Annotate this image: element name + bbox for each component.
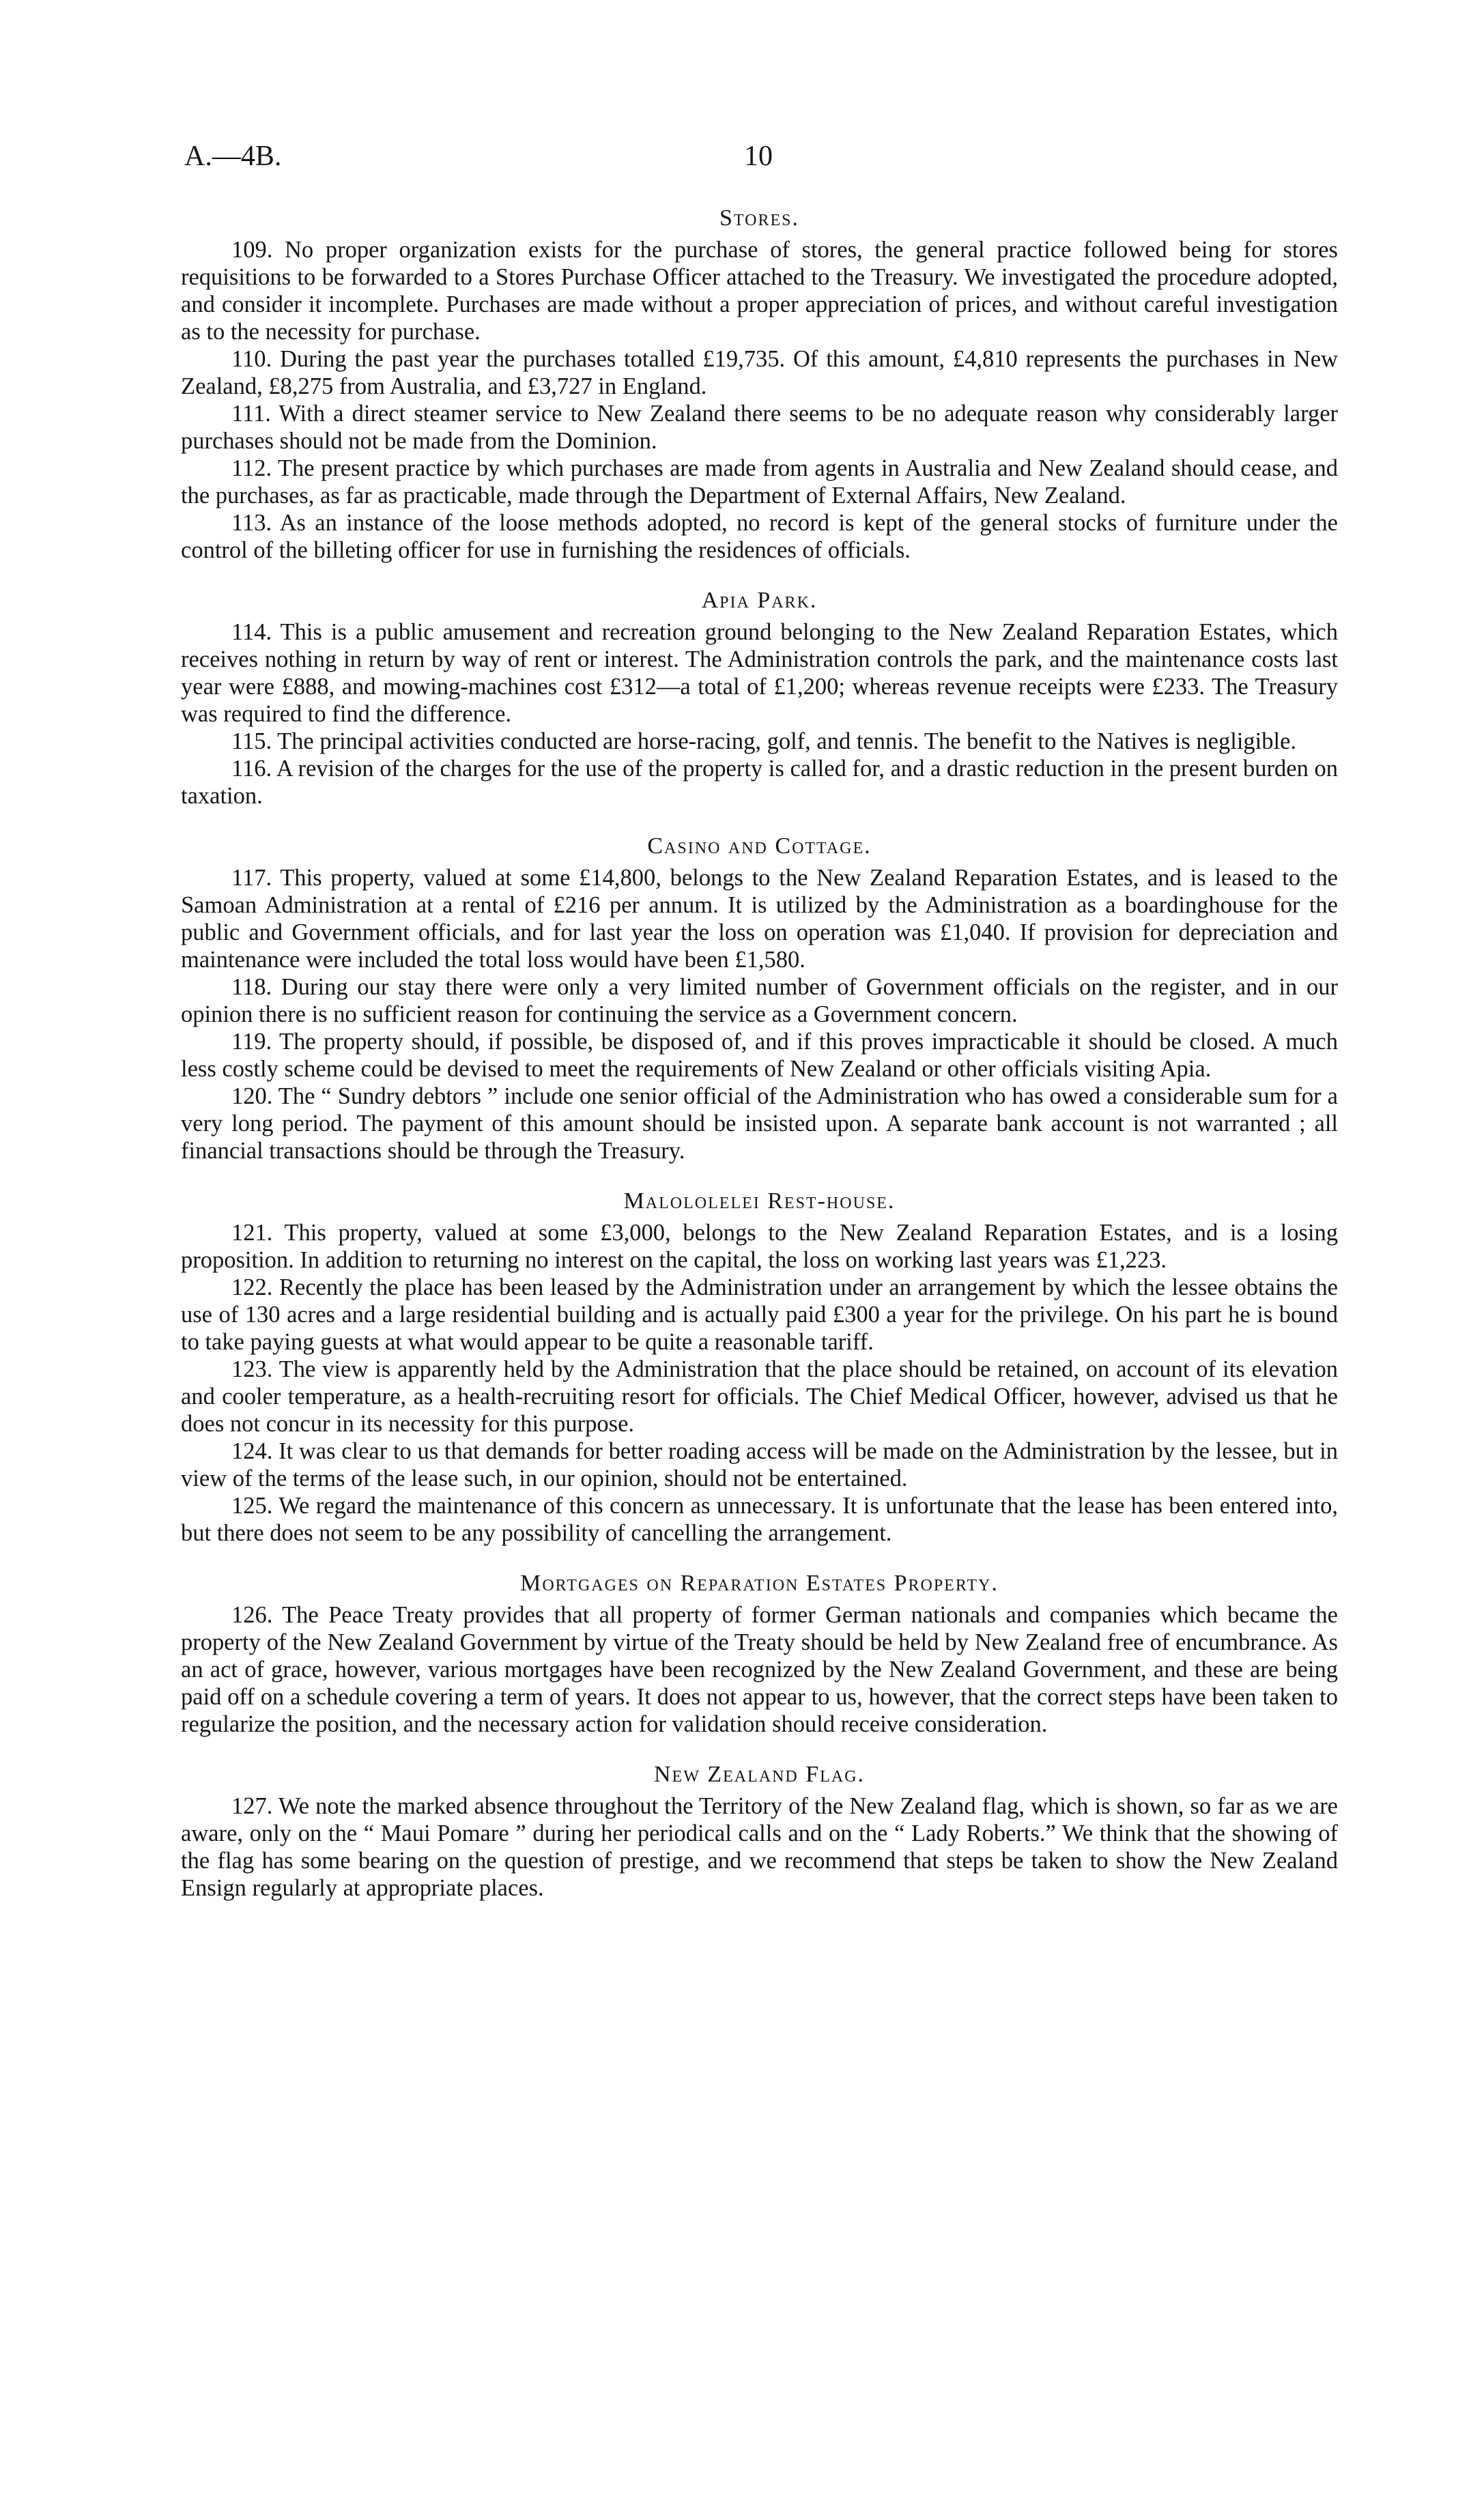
paragraph-121: 121. This property, valued at some £3,000, belongs to the New Zealand Reparation Estates, and is a losing proposition. In addition to returning no interest on the capital, the loss on working last years was £1,223. <box>181 1220 1338 1273</box>
section-title: Malololelei Rest-house. <box>623 1188 896 1214</box>
paragraph-112: 112. The present practice by which purchases are made from agents in Australia and New Zealand should cease, and the purchases, as far as practicable, made through the Department of External Affairs, New Zealand. <box>181 455 1338 509</box>
section-title: Mortgages on Reparation Estates Property. <box>520 1571 999 1596</box>
paragraph-116: 116. A revision of the charges for the use of the property is called for, and a drastic reduction in the present burden on taxation. <box>181 756 1338 809</box>
section-casino-and-cottage <box>181 833 1338 1164</box>
paragraph-119: 119. The property should, if possible, be disposed of, and if this proves impracticable it should be closed. A much less costly scheme could be devised to meet the requirements of New Zealand or other officials visiting Apia. <box>181 1029 1338 1082</box>
section-title: New Zealand Flag. <box>653 1762 866 1787</box>
paragraph-109: 109. No proper organization exists for the purchase of stores, the general practice followed being for stores requisitions to be forwarded to a Stores Purchase Officer attached to the Treasury. We investigated the procedure adopted, and consider it incomplete. Purchases are made without a proper appreciation of prices, and without careful investigation as to the necessity for purchase. <box>181 237 1338 345</box>
section-new-zealand-flag <box>181 1761 1338 1902</box>
section-title: Casino and Cottage. <box>647 833 872 859</box>
paragraph-120: 120. The “ Sundry debtors ” include one senior official of the Administration who has owed a considerable sum for a very long period. The payment of this amount should be insisted upon. A separate bank account is not warranted ; all financial transactions should be through the Treasury. <box>181 1083 1338 1164</box>
paragraph-114: 114. This is a public amusement and recreation ground belonging to the New Zealand Reparation Estates, which receives nothing in return by way of rent or interest. The Administration controls the park, and the maintenance costs last year were £888, and mowing-machines cost £312—a total of £1,200; whereas revenue receipts were £233. The Treasury was required to find the difference. <box>181 619 1338 727</box>
paragraph-126: 126. The Peace Treaty provides that all property of former German nationals and companies which became the property of the New Zealand Government by virtue of the Treaty should be held by New Zealand free of encumbrance. As an act of grace, however, various mortgages have been recognized by the New Zealand Government, and these are being paid off on a schedule covering a term of years. It does not appear to us, however, that the correct steps have been taken to regularize the position, and the necessary action for validation should receive consideration. <box>181 1602 1338 1737</box>
paragraph-127: 127. We note the marked absence throughout the Territory of the New Zealand flag, which is shown, so far as we are aware, only on the “ Maui Pomare ” during her periodical calls and on the “ Lady Roberts.” We think that the showing of the flag has some bearing on the question of prestige, and we recommend that steps be taken to show the New Zealand Ensign regularly at appropriate places. <box>181 1793 1338 1901</box>
section-title: Stores. <box>719 205 799 231</box>
paragraph-125: 125. We regard the maintenance of this concern as unnecessary. It is unfortunate that the lease has been entered into, but there does not seem to be any possibility of cancelling the arrangement. <box>181 1493 1338 1546</box>
paragraph-122: 122. Recently the place has been leased by the Administration under an arrangement by which the lessee obtains the use of 130 acres and a large residential building and is actually paid £300 a year for the privilege. On his part he is bound to take paying guests at what would appear to be quite a reasonable tariff. <box>181 1274 1338 1355</box>
paragraph-117: 117. This property, valued at some £14,800, belongs to the New Zealand Reparation Estates, and is leased to the Samoan Administration at a rental of £216 per annum. It is utilized by the Administration as a boardinghouse for the public and Government officials, and for last year the loss on operation was £1,040. If provision for depreciation and maintenance were included the total loss would have been £1,580. <box>181 865 1338 973</box>
paragraph-124: 124. It was clear to us that demands for better roading access will be made on the Administration by the lessee, but in view of the terms of the lease such, in our opinion, should not be entertained. <box>181 1438 1338 1491</box>
paragraph-118: 118. During our stay there were only a very limited number of Government officials on the register, and in our opinion there is no sufficient reason for continuing the service as a Government concern. <box>181 974 1338 1027</box>
paragraph-110: 110. During the past year the purchases totalled £19,735. Of this amount, £4,810 represents the purchases in New Zealand, £8,275 from Australia, and £3,727 in England. <box>181 346 1338 399</box>
page-number: 10 <box>744 141 773 172</box>
paragraph-123: 123. The view is apparently held by the Administration that the place should be retained, on account of its elevation and cooler temperature, as a health-recruiting resort for officials. The Chief Medical Officer, however, advised us that he does not concur in its necessity for this purpose. <box>181 1356 1338 1437</box>
paragraph-111: 111. With a direct steamer service to New Zealand there seems to be no adequate reason why considerably larger purchases should not be made from the Dominion. <box>181 401 1338 454</box>
section-malololelei-rest-house <box>181 1188 1338 1547</box>
paragraph-113: 113. As an instance of the loose methods adopted, no record is kept of the general stocks of furniture under the control of the billeting officer for use in furnishing the residences of officials. <box>181 510 1338 563</box>
paragraph-115: 115. The principal activities conducted are horse-racing, golf, and tennis. The benefit to the Natives is negligible. <box>231 728 1297 754</box>
section-title: Apia Park. <box>701 588 818 613</box>
page-header <box>184 140 1338 181</box>
document-reference: A.—4B. <box>184 141 282 172</box>
document-body <box>181 205 1338 1902</box>
section-apia-park <box>181 587 1338 810</box>
section-mortgages <box>181 1570 1338 1738</box>
section-stores <box>181 205 1338 564</box>
